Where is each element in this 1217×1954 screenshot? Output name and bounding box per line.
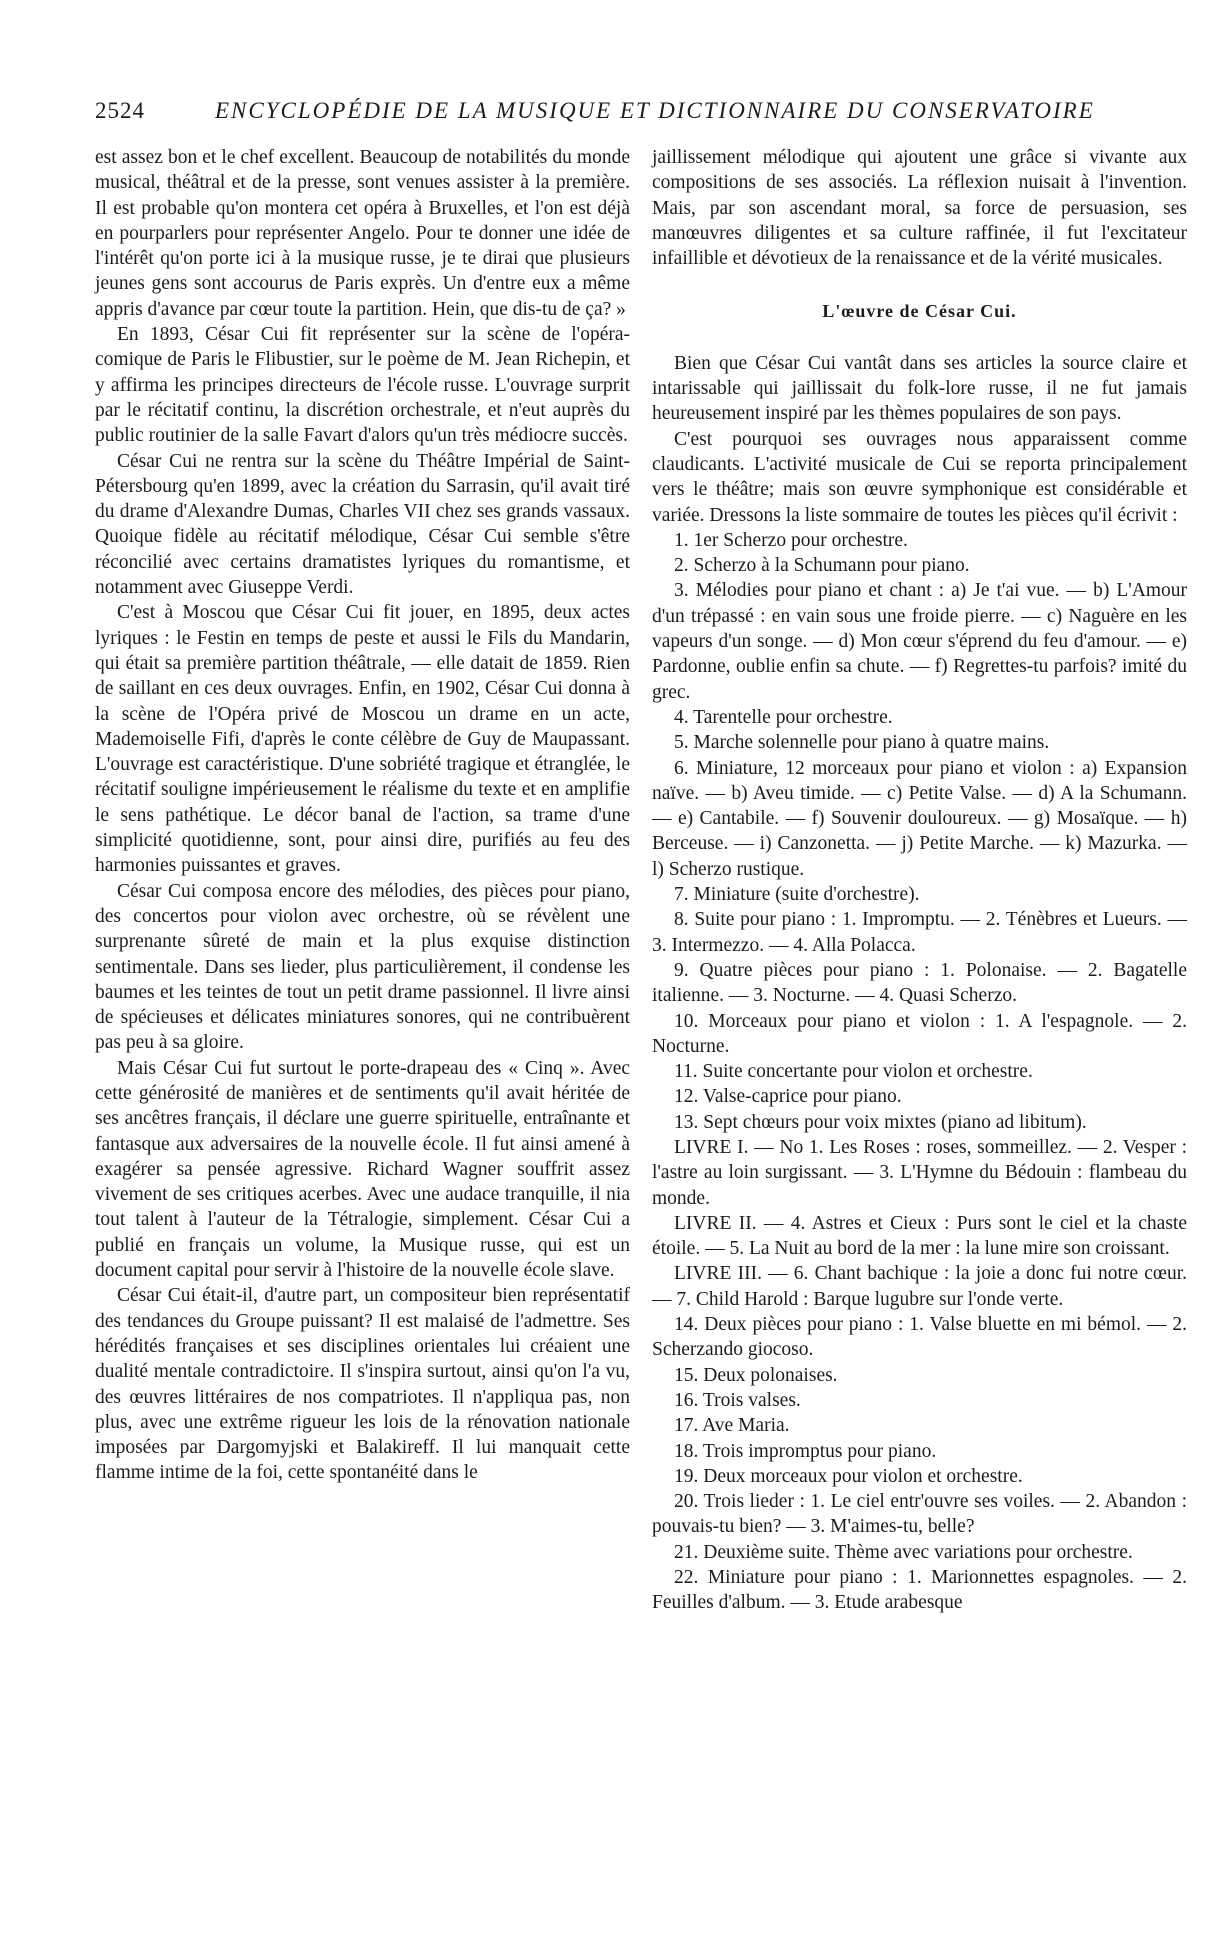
- works-list-item: 20. Trois lieder : 1. Le ciel entr'ouvre ses voiles. — 2. Abandon : pouvais-tu bien? — 3. M'aimes-tu, belle?: [652, 1491, 1187, 1538]
- works-list-item: 10. Morceaux pour piano et violon : 1. A l'espagnole. — 2. Nocturne.: [652, 1010, 1187, 1057]
- running-title: ENCYCLOPÉDIE DE LA MUSIQUE ET DICTIONNAIRE DU CONSERVATOIRE: [215, 98, 1095, 123]
- right-column: [652, 145, 1187, 1616]
- works-list-item: 4. Tarentelle pour orchestre.: [674, 706, 893, 728]
- paragraph: C'est à Moscou que César Cui fit jouer, en 1895, deux actes lyriques : le Festin en temps de peste et aussi le Fils du Mandarin, qui était sa première partition théâtrale, — elle datait de 1859. Rien de saillant en ces deux ouvrages. Enfin, en 1902, César Cui donna à la scène de l'Opéra privé de Moscou un drame en un acte, Mademoiselle Fifi, d'après le conte célèbre de Guy de Maupassant. L'ouvrage est caractéristique. D'une sobriété tragique et étranglée, le récitatif souligne impérieusement le réalisme du texte et en amplifie le sens pathétique. Le décor banal de l'action, sa trame d'une simplicité quotidienne, sont, pour ainsi dire, purifiés au feu des harmonies puissantes et graves.: [95, 602, 630, 877]
- works-list-item: 13. Sept chœurs pour voix mixtes (piano ad libitum).: [674, 1111, 1087, 1133]
- works-list-item: 22. Miniature pour piano : 1. Marionnettes espagnoles. — 2. Feuilles d'album. — 3. Etude arabesque: [652, 1567, 1187, 1614]
- paragraph: César Cui composa encore des mélodies, des pièces pour piano, des concertos pour violon avec orchestre, où se révèlent une surprenante sûreté de main et la plus exquise distinction sentimentale. Dans ses lieder, plus particulièrement, il condense les baumes et les teintes de tout un petit drame passionnel. Il livre ainsi de spécieuses et délicates miniatures sonores, qui ne contribuèrent pas peu à sa gloire.: [95, 880, 630, 1054]
- works-list-item: 16. Trois valses.: [674, 1389, 801, 1411]
- paragraph: Mais César Cui fut surtout le porte-drapeau des « Cinq ». Avec cette générosité de manières et de sentiments qu'il avait héritée de ses ancêtres français, il déclare une guerre spirituelle, entraînante et fantasque aux adversaires de la nouvelle école. Il fut ainsi amené à exagérer sa pensée agressive. Richard Wagner souffrit assez vivement de ses critiques acerbes. Avec une audace tranquille, il nia tout talent à l'auteur de la Tétralogie, simplement. César Cui a publié en français un volume, la Musique russe, qui est un document capital pour servir à l'histoire de la nouvelle école slave.: [95, 1057, 630, 1282]
- works-list-item: 12. Valse-caprice pour piano.: [674, 1086, 902, 1108]
- paragraph: est assez bon et le chef excellent. Beaucoup de notabilités du monde musical, théâtral et de la presse, sont venues assister à la première. Il est probable qu'on montera cet opéra à Bruxelles, et l'on est déjà en pourparlers pour représenter Angelo. Pour te donner une idée de l'intérêt qu'on porte ici à la musique russe, je te dirai que plusieurs jeunes gens sont accourus de Paris exprès. Un d'entre eux a même appris d'avance par cœur toute la partition. Hein, que dis-tu de ça? »: [95, 147, 630, 320]
- works-list-item: 7. Miniature (suite d'orchestre).: [674, 884, 920, 906]
- works-list-item: 1. 1er Scherzo pour orchestre.: [674, 529, 908, 551]
- paragraph: César Cui était-il, d'autre part, un compositeur bien représentatif des tendances du Groupe puissant? Il est malaisé de l'admettre. Ses hérédités françaises et ses disciplines orientales lui créaient une dualité mentale contradictoire. Il s'inspira surtout, ainsi qu'on l'a vu, des œuvres littéraires de nos compatriotes. Il n'appliqua pas, non plus, avec une extrême rigueur les lois de la rénovation nationale imposées par Dargomyjski et Balakireff. Il lui manquait cette flamme intime de la foi, cette spontanéité dans le: [95, 1285, 630, 1484]
- works-list-item: 5. Marche solennelle pour piano à quatre mains.: [674, 732, 1050, 754]
- paragraph: En 1893, César Cui fit représenter sur la scène de l'opéra-comique de Paris le Flibustier, sur le poème de M. Jean Richepin, et y affirma les principes directeurs de l'école russe. L'ouvrage surprit par le récitatif continu, la discrétion orchestrale, et n'eut auprès du public routinier de la salle Favart d'alors qu'un très médiocre succès.: [95, 324, 630, 447]
- works-list-item: 6. Miniature, 12 morceaux pour piano et violon : a) Expansion naïve. — b) Aveu timide. — c) Petite Valse. — d) A la Schumann. — e) Cantabile. — f) Souvenir douloureux. — g) Mosaïque. — h) Berceuse. — i) Canzonetta. — j) Petite Marche. — k) Mazurka. — l) Scherzo rustique.: [652, 757, 1187, 880]
- running-header: [95, 98, 1150, 130]
- works-list: [652, 528, 1187, 1616]
- section-title: L'œuvre de César Cui.: [822, 301, 1017, 322]
- works-list-item: 3. Mélodies pour piano et chant : a) Je t'ai vue. — b) L'Amour d'un trépassé : en vain sous une froide pierre. — c) Naguère en les vapeurs d'un songe. — d) Mon cœur s'éprend du feu d'amour. — e) Pardonne, oublie enfin sa chute. — f) Regrettes-tu parfois? imité du grec.: [652, 580, 1187, 703]
- works-list-item: 17. Ave Maria.: [674, 1415, 790, 1437]
- left-column: [95, 145, 630, 1486]
- paragraph: César Cui ne rentra sur la scène du Théâtre Impérial de Saint-Pétersbourg qu'en 1899, avec la création du Sarrasin, qu'il avait tiré du drame d'Alexandre Dumas, Charles VII chez ses grands vassaux. Quoique fidèle au récitatif mélodique, César Cui semble s'être réconcilié avec certains dramatistes lyriques du romantisme, et notamment avec Giuseppe Verdi.: [95, 450, 630, 599]
- paragraph: C'est pourquoi ses ouvrages nous apparaissent comme claudicants. L'activité musicale de Cui se reporta principalement vers le théâtre; mais son œuvre symphonique est considérable et variée. Dressons la liste sommaire de toutes les pièces qu'il écrivit :: [652, 428, 1187, 526]
- paragraph: jaillissement mélodique qui ajoutent une grâce si vivante aux compositions de ses associés. La réflexion nuisait à l'invention. Mais, par son ascendant moral, sa force de persuasion, ses manœuvres diligentes et sa culture raffinée, il fut l'excitateur infaillible et dévotieux de la renaissance et de la vérité musicales.: [652, 147, 1187, 270]
- works-list-item: 19. Deux morceaux pour violon et orchestre.: [674, 1465, 1023, 1487]
- works-list-item: 2. Scherzo à la Schumann pour piano.: [674, 555, 970, 577]
- works-list-item: 18. Trois impromptus pour piano.: [674, 1440, 937, 1462]
- page-number: 2524: [95, 98, 145, 123]
- paragraph: Bien que César Cui vantât dans ses articles la source claire et intarissable qui jaillissait du folk-lore russe, il ne fut jamais heureusement inspiré par les thèmes populaires de son pays.: [652, 352, 1187, 425]
- works-list-item: 9. Quatre pièces pour piano : 1. Polonaise. — 2. Bagatelle italienne. — 3. Nocturne. — 4. Quasi Scherzo.: [652, 959, 1187, 1007]
- works-list-item: 15. Deux polonaises.: [674, 1364, 838, 1386]
- works-list-item: 11. Suite concertante pour violon et orchestre.: [674, 1061, 1033, 1083]
- works-list-item: LIVRE I. — No 1. Les Roses : roses, sommeillez. — 2. Vesper : l'astre au loin surgissant. — 3. L'Hymne du Bédouin : flambeau du monde.: [652, 1136, 1187, 1209]
- works-list-item: 8. Suite pour piano : 1. Impromptu. — 2. Ténèbres et Lueurs. — 3. Intermezzo. — 4. Alla Polacca.: [652, 909, 1187, 956]
- works-list-item: LIVRE II. — 4. Astres et Cieux : Purs sont le ciel et la chaste étoile. — 5. La Nuit au bord de la mer : la lune mire son croissant.: [652, 1212, 1187, 1260]
- works-list-item: 14. Deux pièces pour piano : 1. Valse bluette en mi bémol. — 2. Scherzando giocoso.: [652, 1314, 1187, 1361]
- works-list-item: 21. Deuxième suite. Thème avec variations pour orchestre.: [674, 1541, 1133, 1563]
- works-list-item: LIVRE III. — 6. Chant bachique : la joie a donc fui notre cœur. — 7. Child Harold : Barque lugubre sur l'onde verte.: [652, 1263, 1187, 1310]
